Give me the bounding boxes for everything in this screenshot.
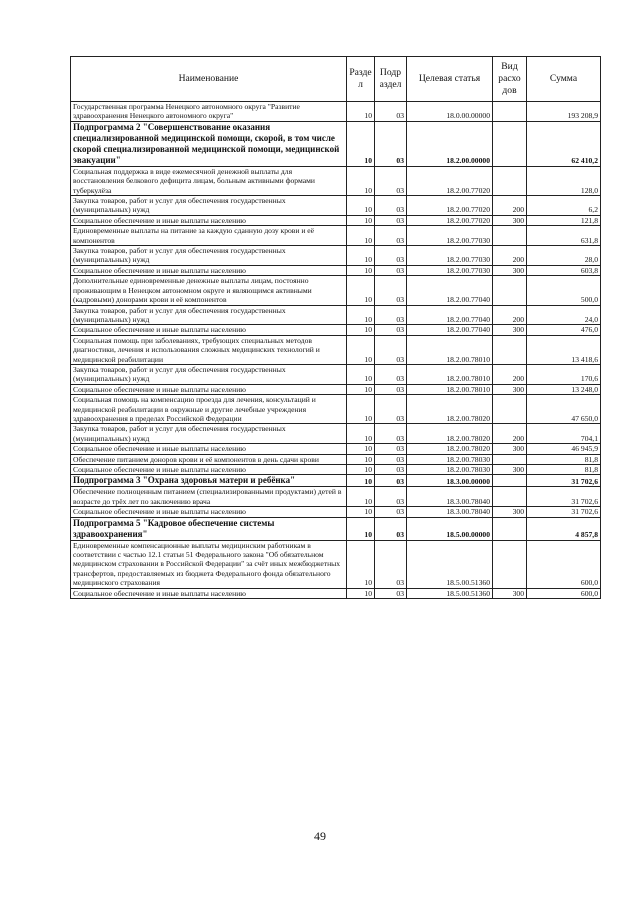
table-row (71, 305, 601, 325)
row-sum: 47 650,0 (527, 395, 601, 424)
table-row (71, 465, 601, 475)
row-subsection: 03 (375, 395, 407, 424)
table-row (71, 507, 601, 517)
row-name: Закупка товаров, работ и услуг для обеспечения государственных (муниципальных) нужд (71, 305, 347, 325)
row-subsection: 03 (375, 517, 407, 540)
table-header-row (71, 57, 601, 102)
table-row (71, 215, 601, 225)
row-subsection: 03 (375, 215, 407, 225)
row-subsection: 03 (375, 305, 407, 325)
table-row (71, 335, 601, 364)
row-sum: 62 410,2 (527, 121, 601, 166)
row-subsection: 03 (375, 166, 407, 195)
row-sum: 24,0 (527, 305, 601, 325)
header-section: Разде л (347, 57, 375, 102)
table-row (71, 196, 601, 216)
table-body (71, 102, 601, 599)
row-expense-type: 300 (493, 325, 527, 335)
budget-table (70, 56, 601, 599)
row-expense-type (493, 335, 527, 364)
row-section: 10 (347, 121, 375, 166)
row-target-article: 18.2.00.77030 (407, 246, 493, 266)
row-subsection: 03 (375, 265, 407, 275)
row-target-article: 18.2.00.77040 (407, 325, 493, 335)
row-section: 10 (347, 424, 375, 444)
table-row (71, 487, 601, 507)
row-subsection: 03 (375, 487, 407, 507)
row-sum: 600,0 (527, 588, 601, 598)
row-name: Социальное обеспечение и иные выплаты населению (71, 588, 347, 598)
table-row (71, 246, 601, 266)
row-name: Дополнительные единовременные денежные выплаты лицам, постоянно проживающим в Ненецком автономном округе и являющимся активными (кадровыми) донорами крови и её компонентов (71, 276, 347, 305)
header-target-article: Целевая статья (407, 57, 493, 102)
table-row (71, 475, 601, 487)
row-subsection: 03 (375, 335, 407, 364)
row-section: 10 (347, 384, 375, 394)
row-name: Государственная программа Ненецкого автономного округа "Развитие здравоохранения Ненецкого автономного округа" (71, 102, 347, 122)
row-target-article: 18.2.00.77030 (407, 265, 493, 275)
row-name: Подпрограмма 2 "Совершенствование оказания специализированной медицинской помощи, скорой, в том числе скорой специализированной медицинской помощи, медицинской эвакуации" (71, 121, 347, 166)
row-sum: 46 945,9 (527, 444, 601, 454)
row-section: 10 (347, 102, 375, 122)
row-subsection: 03 (375, 384, 407, 394)
row-expense-type: 300 (493, 384, 527, 394)
row-expense-type: 300 (493, 588, 527, 598)
row-sum: 4 857,8 (527, 517, 601, 540)
row-sum: 13 418,6 (527, 335, 601, 364)
table-row (71, 226, 601, 246)
table-row (71, 444, 601, 454)
row-subsection: 03 (375, 364, 407, 384)
row-section: 10 (347, 588, 375, 598)
row-section: 10 (347, 265, 375, 275)
row-section: 10 (347, 507, 375, 517)
row-sum: 170,6 (527, 364, 601, 384)
row-target-article: 18.2.00.78020 (407, 444, 493, 454)
row-section: 10 (347, 226, 375, 246)
row-section: 10 (347, 395, 375, 424)
row-name: Социальное обеспечение и иные выплаты населению (71, 384, 347, 394)
row-name: Обеспечение полноценным питанием (специализированными продуктами) детей в возрасте до трёх лет по заключению врача (71, 487, 347, 507)
row-sum: 600,0 (527, 540, 601, 588)
row-name: Закупка товаров, работ и услуг для обеспечения государственных (муниципальных) нужд (71, 364, 347, 384)
row-expense-type: 200 (493, 364, 527, 384)
table-row (71, 588, 601, 598)
row-subsection: 03 (375, 444, 407, 454)
row-expense-type (493, 226, 527, 246)
row-target-article: 18.2.00.78020 (407, 395, 493, 424)
row-subsection: 03 (375, 121, 407, 166)
table-row (71, 102, 601, 122)
table-row (71, 540, 601, 588)
row-section: 10 (347, 215, 375, 225)
row-subsection: 03 (375, 424, 407, 444)
row-section: 10 (347, 166, 375, 195)
row-section: 10 (347, 487, 375, 507)
row-subsection: 03 (375, 588, 407, 598)
row-sum: 81,8 (527, 465, 601, 475)
row-name: Единовременные выплаты на питание за каждую сданную дозу крови и её компонентов (71, 226, 347, 246)
row-target-article: 18.5.00.51360 (407, 540, 493, 588)
row-expense-type: 200 (493, 246, 527, 266)
row-name: Социальная помощь при заболеваниях, требующих специальных методов диагностики, лечения и использования сложных медицинских технологий и медицинской реабилитации (71, 335, 347, 364)
row-sum: 31 702,6 (527, 475, 601, 487)
row-subsection: 03 (375, 540, 407, 588)
row-sum: 28,0 (527, 246, 601, 266)
row-subsection: 03 (375, 246, 407, 266)
row-target-article: 18.0.00.00000 (407, 102, 493, 122)
table-row (71, 517, 601, 540)
row-section: 10 (347, 196, 375, 216)
row-target-article: 18.2.00.78010 (407, 384, 493, 394)
row-subsection: 03 (375, 454, 407, 464)
row-sum: 476,0 (527, 325, 601, 335)
row-sum: 31 702,6 (527, 487, 601, 507)
row-section: 10 (347, 540, 375, 588)
row-name: Социальное обеспечение и иные выплаты населению (71, 265, 347, 275)
row-name: Социальное обеспечение и иные выплаты населению (71, 215, 347, 225)
row-section: 10 (347, 465, 375, 475)
header-name: Наименование (71, 57, 347, 102)
table-row (71, 395, 601, 424)
row-target-article: 18.2.00.78030 (407, 465, 493, 475)
row-expense-type (493, 102, 527, 122)
row-expense-type (493, 475, 527, 487)
row-target-article: 18.2.00.78010 (407, 364, 493, 384)
table-row (71, 276, 601, 305)
row-section: 10 (347, 444, 375, 454)
row-expense-type (493, 454, 527, 464)
row-target-article: 18.2.00.77020 (407, 196, 493, 216)
row-name: Социальное обеспечение и иные выплаты населению (71, 465, 347, 475)
row-section: 10 (347, 517, 375, 540)
table-row (71, 166, 601, 195)
row-expense-type (493, 487, 527, 507)
row-target-article: 18.2.00.77030 (407, 226, 493, 246)
row-section: 10 (347, 276, 375, 305)
row-target-article: 18.3.00.78040 (407, 487, 493, 507)
row-section: 10 (347, 475, 375, 487)
row-sum: 704,1 (527, 424, 601, 444)
row-target-article: 18.3.00.00000 (407, 475, 493, 487)
table-row (71, 384, 601, 394)
row-subsection: 03 (375, 102, 407, 122)
row-sum: 81,8 (527, 454, 601, 464)
row-subsection: 03 (375, 226, 407, 246)
header-subsection: Подр аздел (375, 57, 407, 102)
row-section: 10 (347, 364, 375, 384)
row-name: Обеспечение питанием доноров крови и её компонентов в день сдачи крови (71, 454, 347, 464)
table-row (71, 424, 601, 444)
row-target-article: 18.2.00.77040 (407, 276, 493, 305)
table-row (71, 265, 601, 275)
row-target-article: 18.5.00.51360 (407, 588, 493, 598)
table-row (71, 454, 601, 464)
row-sum: 13 248,0 (527, 384, 601, 394)
row-name: Социальная поддержка в виде ежемесячной денежной выплаты для восстановления белкового дефицита лицам, больным активными формами туберкулёза (71, 166, 347, 195)
row-sum: 500,0 (527, 276, 601, 305)
row-name: Подпрограмма 3 "Охрана здоровья матери и ребёнка" (71, 475, 347, 487)
row-section: 10 (347, 325, 375, 335)
row-sum: 631,8 (527, 226, 601, 246)
row-target-article: 18.2.00.77020 (407, 215, 493, 225)
row-target-article: 18.2.00.77020 (407, 166, 493, 195)
table-row (71, 364, 601, 384)
row-expense-type: 200 (493, 305, 527, 325)
row-target-article: 18.2.00.00000 (407, 121, 493, 166)
row-name: Социальное обеспечение и иные выплаты населению (71, 507, 347, 517)
row-subsection: 03 (375, 196, 407, 216)
row-sum: 121,8 (527, 215, 601, 225)
row-sum: 603,8 (527, 265, 601, 275)
header-sum: Сумма (527, 57, 601, 102)
row-expense-type: 200 (493, 424, 527, 444)
page-number: 49 (314, 829, 326, 843)
row-expense-type: 300 (493, 265, 527, 275)
row-expense-type (493, 395, 527, 424)
table-row (71, 325, 601, 335)
row-subsection: 03 (375, 465, 407, 475)
row-expense-type (493, 540, 527, 588)
row-name: Единовременные компенсационные выплаты медицинским работникам в соответствии с частью 12.1 статьи 51 Федерального закона "Об обязательном медицинском страховании в Российской Федерации" за счёт иных межбюджетных трансфертов, предоставляемых из бюджета Федерального фонда обязательного медицинского страхования (71, 540, 347, 588)
row-expense-type: 300 (493, 465, 527, 475)
row-target-article: 18.3.00.78040 (407, 507, 493, 517)
row-target-article: 18.5.00.00000 (407, 517, 493, 540)
row-target-article: 18.2.00.78020 (407, 424, 493, 444)
row-section: 10 (347, 305, 375, 325)
row-target-article: 18.2.00.78030 (407, 454, 493, 464)
row-name: Социальное обеспечение и иные выплаты населению (71, 325, 347, 335)
row-target-article: 18.2.00.78010 (407, 335, 493, 364)
row-expense-type (493, 276, 527, 305)
row-name: Закупка товаров, работ и услуг для обеспечения государственных (муниципальных) нужд (71, 246, 347, 266)
row-sum: 31 702,6 (527, 507, 601, 517)
row-subsection: 03 (375, 276, 407, 305)
row-sum: 193 208,9 (527, 102, 601, 122)
row-name: Закупка товаров, работ и услуг для обеспечения государственных (муниципальных) нужд (71, 196, 347, 216)
row-name: Подпрограмма 5 "Кадровое обеспечение системы здравоохранения" (71, 517, 347, 540)
row-expense-type: 200 (493, 196, 527, 216)
row-name: Социальное обеспечение и иные выплаты населению (71, 444, 347, 454)
row-expense-type (493, 166, 527, 195)
row-sum: 6,2 (527, 196, 601, 216)
row-target-article: 18.2.00.77040 (407, 305, 493, 325)
row-expense-type: 300 (493, 215, 527, 225)
header-expense-type: Вид расхо дов (493, 57, 527, 102)
row-expense-type: 300 (493, 507, 527, 517)
table-row (71, 121, 601, 166)
row-name: Социальная помощь на компенсацию проезда для лечения, консультаций и медицинской реабилитации в окружные и другие лечебные учреждения здравоохранения в пределах Российской Федерации (71, 395, 347, 424)
row-sum: 128,0 (527, 166, 601, 195)
row-name: Закупка товаров, работ и услуг для обеспечения государственных (муниципальных) нужд (71, 424, 347, 444)
row-section: 10 (347, 454, 375, 464)
row-subsection: 03 (375, 475, 407, 487)
row-section: 10 (347, 335, 375, 364)
row-expense-type: 300 (493, 444, 527, 454)
row-section: 10 (347, 246, 375, 266)
row-subsection: 03 (375, 325, 407, 335)
row-expense-type (493, 517, 527, 540)
row-subsection: 03 (375, 507, 407, 517)
row-expense-type (493, 121, 527, 166)
